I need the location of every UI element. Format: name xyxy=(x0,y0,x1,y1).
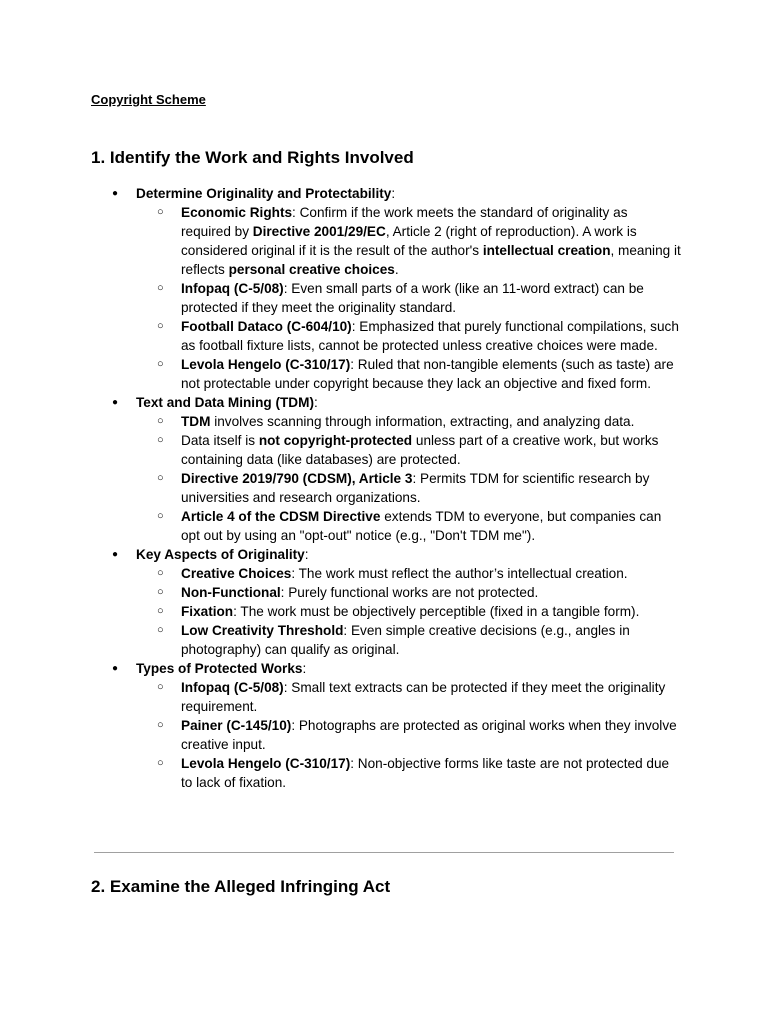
bullet-list xyxy=(91,184,681,792)
bullet-protected-works: ● Types of Protected Works: ○ Infopaq (C-5/08): Small text extracts can be protected if they meet the originality requirement. ○ Painer (C-145/10): Photographs are protected as original works when they involve creative input. ○ Levola Hengelo (C-310/17): Non-objective forms like taste are not protected due to lack of fixation. xyxy=(91,659,681,792)
sub-item: ○ Levola Hengelo (C-310/17): Non-objective forms like taste are not protected due to lack of fixation. xyxy=(136,754,681,792)
bullet-originality: ● Determine Originality and Protectability: ○ Economic Rights: Confirm if the work meets the standard of originality as required by Directive 2001/29/EC, Article 2 (right of reproduction). A work is considered original if it is the result of the author's intellectual creation, meaning it reflects personal creative choices. ○ Infopaq (C-5/08): Even small parts of a work (like an 11-word extract) can be protected if they meet the originality standard. ○ Football Dataco (C-604/10): Emphasized that purely functional compilations, such as football fixture lists, cannot be protected unless creative choices were made. ○ Levola Hengelo (C-310/17): Ruled that non-tangible elements (such as taste) are not protectable under copyright because they lack an objective and fixed form. xyxy=(91,184,681,393)
bullet-label: Text and Data Mining (TDM) xyxy=(136,395,314,410)
sub-item: ○ Directive 2019/790 (CDSM), Article 3: Permits TDM for scientific research by universities and research organizations. xyxy=(136,469,681,507)
sub-item: ○ Economic Rights: Confirm if the work meets the standard of originality as required by Directive 2001/29/EC, Article 2 (right of reproduction). A work is considered original if it is the result of the author's intellectual creation, meaning it reflects personal creative choices. xyxy=(136,203,681,279)
sub-item: ○ Creative Choices: The work must reflect the author’s intellectual creation. xyxy=(136,564,681,583)
bullet-label: Determine Originality and Protectability xyxy=(136,186,392,201)
sub-list xyxy=(136,412,681,545)
sub-item: ○ Infopaq (C-5/08): Even small parts of a work (like an 11-word extract) can be protected if they meet the originality standard. xyxy=(136,279,681,317)
section-1-outline xyxy=(91,184,681,792)
bullet-key-aspects: ● Key Aspects of Originality: ○ Creative Choices: The work must reflect the author’s intellectual creation. ○ Non-Functional: Purely functional works are not protected. ○ Fixation: The work must be objectively perceptible (fixed in a tangible form). ○ Low Creativity Threshold: Even simple creative decisions (e.g., angles in photography) can qualify as original. xyxy=(91,545,681,659)
sub-list xyxy=(136,678,681,792)
sub-item: ○ Painer (C-145/10): Photographs are protected as original works when they involve creative input. xyxy=(136,716,681,754)
sub-item: ○ Low Creativity Threshold: Even simple creative decisions (e.g., angles in photography) can qualify as original. xyxy=(136,621,681,659)
section-2-heading: 2. Examine the Alleged Infringing Act xyxy=(91,877,391,896)
sub-item: ○ Infopaq (C-5/08): Small text extracts can be protected if they meet the originality requirement. xyxy=(136,678,681,716)
sub-item: ○ TDM involves scanning through information, extracting, and analyzing data. xyxy=(136,412,681,431)
sub-list xyxy=(136,564,681,659)
section-1-heading: 1. Identify the Work and Rights Involved xyxy=(91,148,414,167)
sub-list xyxy=(136,203,681,393)
bullet-label: Types of Protected Works xyxy=(136,661,303,676)
horizontal-rule xyxy=(94,852,674,853)
bullet-tdm: ● Text and Data Mining (TDM): ○ TDM involves scanning through information, extracting, and analyzing data. ○ Data itself is not copyright-protected unless part of a creative work, but works containing data (like databases) are protected. ○ Directive 2019/790 (CDSM), Article 3: Permits TDM for scientific research by universities and research organizations. ○ Article 4 of the CDSM Directive extends TDM to everyone, but companies can opt out by using an "opt-out" notice (e.g., "Don't TDM me"). xyxy=(91,393,681,545)
sub-item: ○ Football Dataco (C-604/10): Emphasized that purely functional compilations, such as football fixture lists, cannot be protected unless creative choices were made. xyxy=(136,317,681,355)
bullet-label: Key Aspects of Originality xyxy=(136,547,305,562)
sub-item: ○ Non-Functional: Purely functional works are not protected. xyxy=(136,583,681,602)
sub-item: ○ Levola Hengelo (C-310/17): Ruled that non-tangible elements (such as taste) are not protectable under copyright because they lack an objective and fixed form. xyxy=(136,355,681,393)
document-title: Copyright Scheme xyxy=(91,92,206,107)
sub-item: ○ Fixation: The work must be objectively perceptible (fixed in a tangible form). xyxy=(136,602,681,621)
sub-item: ○ Data itself is not copyright-protected unless part of a creative work, but works containing data (like databases) are protected. xyxy=(136,431,681,469)
sub-item: ○ Article 4 of the CDSM Directive extends TDM to everyone, but companies can opt out by using an "opt-out" notice (e.g., "Don't TDM me"). xyxy=(136,507,681,545)
